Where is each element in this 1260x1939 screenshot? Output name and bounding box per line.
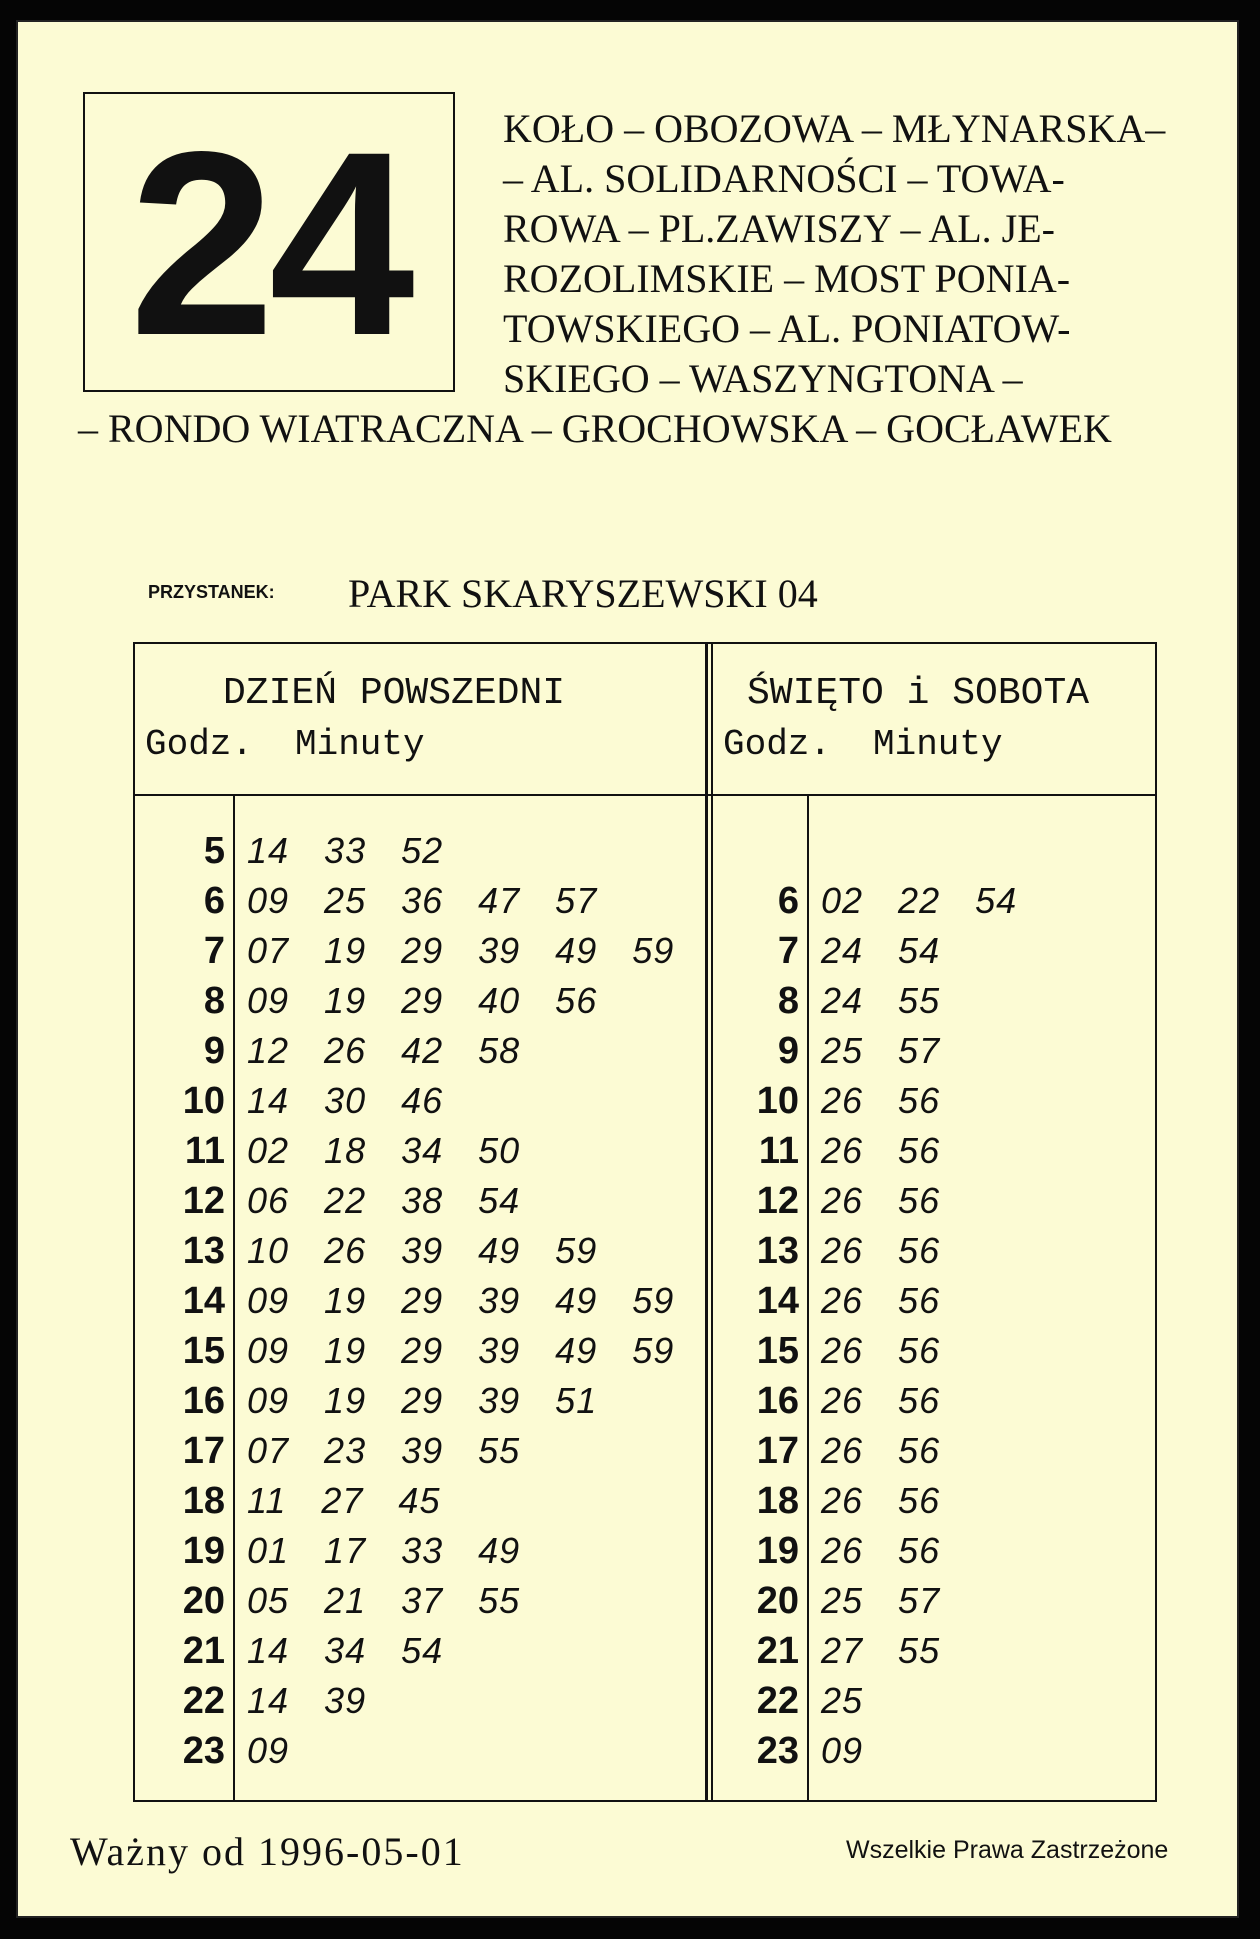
header-divider bbox=[135, 794, 1155, 796]
route-line-6: SKIEGO – WASZYNGTONA – bbox=[503, 356, 1023, 401]
minutes-cell: 01 17 33 49 bbox=[247, 1530, 521, 1571]
minutes-cell: 26 56 bbox=[821, 1130, 941, 1171]
minutes-cell: 09 25 36 47 57 bbox=[247, 880, 598, 921]
minutes-cell: 26 56 bbox=[821, 1530, 941, 1571]
minutes-cell: 26 56 bbox=[821, 1480, 941, 1521]
route-line-3: ROWA – PL.ZAWISZY – AL. JE- bbox=[503, 206, 1055, 251]
minutes-cell: 14 33 52 bbox=[247, 830, 444, 871]
minutes-cell: 25 57 bbox=[821, 1580, 941, 1621]
minutes-cell: 02 22 54 bbox=[821, 880, 1018, 921]
minutes-cell: 10 26 39 49 59 bbox=[247, 1230, 598, 1271]
hour-cell: 19 bbox=[756, 1530, 799, 1572]
rights-notice: Wszelkie Prawa Zastrzeżone bbox=[846, 1836, 1169, 1864]
holiday-hour-label: Godz. bbox=[723, 724, 832, 765]
weekday-minutes-label: Minuty bbox=[295, 724, 425, 765]
weekday-hour-divider bbox=[233, 794, 235, 1800]
route-line-1: KOŁO – OBOZOWA – MŁYNARSKA– bbox=[503, 106, 1166, 151]
route-line-5: TOWSKIEGO – AL. PONIATOW- bbox=[503, 306, 1071, 351]
minutes-cell: 09 19 29 39 49 59 bbox=[247, 1330, 675, 1371]
hour-cell: 13 bbox=[756, 1230, 799, 1272]
hour-cell: 12 bbox=[756, 1180, 799, 1222]
section-divider bbox=[705, 644, 708, 1800]
timetable bbox=[133, 642, 1157, 1802]
route-line-4: ROZOLIMSKIE – MOST PONIA- bbox=[503, 256, 1071, 301]
minutes-cell: 06 22 38 54 bbox=[247, 1180, 521, 1221]
hour-cell: 13 bbox=[182, 1230, 225, 1272]
hour-cell: 11 bbox=[758, 1130, 799, 1172]
route-line-2: – AL. SOLIDARNOŚCI – TOWA- bbox=[503, 156, 1065, 201]
hour-cell: 7 bbox=[203, 930, 225, 972]
hour-cell: 19 bbox=[182, 1530, 225, 1572]
minutes-cell: 24 55 bbox=[821, 980, 941, 1021]
hour-cell: 18 bbox=[182, 1480, 225, 1522]
hour-cell: 6 bbox=[777, 880, 799, 922]
minutes-cell: 09 bbox=[247, 1730, 290, 1771]
holiday-title: ŚWIĘTO i SOBOTA bbox=[747, 672, 1090, 715]
minutes-cell: 26 56 bbox=[821, 1180, 941, 1221]
hour-cell: 22 bbox=[756, 1680, 799, 1722]
route-line-7: – RONDO WIATRACZNA – GROCHOWSKA – GOCŁAWEK bbox=[78, 406, 1112, 451]
hour-cell: 8 bbox=[777, 980, 799, 1022]
hour-cell: 18 bbox=[756, 1480, 799, 1522]
minutes-cell: 14 39 bbox=[247, 1680, 367, 1721]
minutes-cell: 07 19 29 39 49 59 bbox=[247, 930, 675, 971]
hour-cell: 7 bbox=[777, 930, 799, 972]
hour-cell: 15 bbox=[182, 1330, 225, 1372]
hour-cell: 14 bbox=[182, 1280, 225, 1322]
minutes-cell: 14 34 54 bbox=[247, 1630, 444, 1671]
timetable-sheet bbox=[16, 20, 1239, 1918]
hour-cell: 23 bbox=[182, 1730, 225, 1772]
hour-cell: 10 bbox=[756, 1080, 799, 1122]
hour-cell: 16 bbox=[756, 1380, 799, 1422]
valid-from: Ważny od 1996-05-01 bbox=[70, 1829, 465, 1874]
minutes-cell: 26 56 bbox=[821, 1380, 941, 1421]
hour-cell: 12 bbox=[182, 1180, 225, 1222]
minutes-cell: 09 19 29 39 49 59 bbox=[247, 1280, 675, 1321]
minutes-cell: 05 21 37 55 bbox=[247, 1580, 521, 1621]
minutes-cell: 25 57 bbox=[821, 1030, 941, 1071]
hour-cell: 15 bbox=[756, 1330, 799, 1372]
stop-label: PRZYSTANEK: bbox=[148, 582, 275, 602]
hour-cell: 17 bbox=[756, 1430, 799, 1472]
weekday-hour-label: Godz. bbox=[145, 724, 254, 765]
hour-cell: 22 bbox=[182, 1680, 225, 1722]
stop-name: PARK SKARYSZEWSKI 04 bbox=[348, 571, 818, 616]
hour-cell: 6 bbox=[203, 880, 225, 922]
hour-cell: 8 bbox=[203, 980, 225, 1022]
hour-cell: 9 bbox=[203, 1030, 225, 1072]
minutes-cell: 26 56 bbox=[821, 1280, 941, 1321]
hour-cell: 14 bbox=[756, 1280, 799, 1322]
holiday-minutes-label: Minuty bbox=[873, 724, 1003, 765]
minutes-cell: 09 19 29 39 51 bbox=[247, 1380, 598, 1421]
minutes-cell: 14 30 46 bbox=[247, 1080, 444, 1121]
hour-cell: 16 bbox=[182, 1380, 225, 1422]
section-divider-inner bbox=[711, 644, 713, 1800]
minutes-cell: 26 56 bbox=[821, 1230, 941, 1271]
minutes-cell: 09 bbox=[821, 1730, 864, 1771]
hour-cell: 21 bbox=[756, 1630, 799, 1672]
minutes-cell: 02 18 34 50 bbox=[247, 1130, 521, 1171]
minutes-cell: 24 54 bbox=[821, 930, 941, 971]
weekday-title: DZIEŃ POWSZEDNI bbox=[223, 672, 566, 715]
minutes-cell: 09 19 29 40 56 bbox=[247, 980, 598, 1021]
minutes-cell: 26 56 bbox=[821, 1330, 941, 1371]
route-number-box bbox=[83, 92, 455, 392]
holiday-hour-divider bbox=[807, 794, 809, 1800]
hour-cell: 10 bbox=[182, 1080, 225, 1122]
hour-cell: 21 bbox=[182, 1630, 225, 1672]
hour-cell: 17 bbox=[182, 1430, 225, 1472]
hour-cell: 20 bbox=[756, 1580, 799, 1622]
minutes-cell: 12 26 42 58 bbox=[247, 1030, 521, 1071]
hour-cell: 5 bbox=[203, 830, 225, 872]
minutes-cell: 25 bbox=[821, 1680, 864, 1721]
route-number: 24 bbox=[129, 97, 409, 390]
hour-cell: 9 bbox=[777, 1030, 799, 1072]
hour-cell: 23 bbox=[756, 1730, 799, 1772]
minutes-cell: 26 56 bbox=[821, 1080, 941, 1121]
hour-cell: 11 bbox=[184, 1130, 225, 1172]
minutes-cell: 07 23 39 55 bbox=[247, 1430, 521, 1471]
hour-cell: 20 bbox=[182, 1580, 225, 1622]
minutes-cell: 27 55 bbox=[821, 1630, 941, 1671]
minutes-cell: 26 56 bbox=[821, 1430, 941, 1471]
minutes-cell: 11 27 45 bbox=[247, 1480, 441, 1521]
